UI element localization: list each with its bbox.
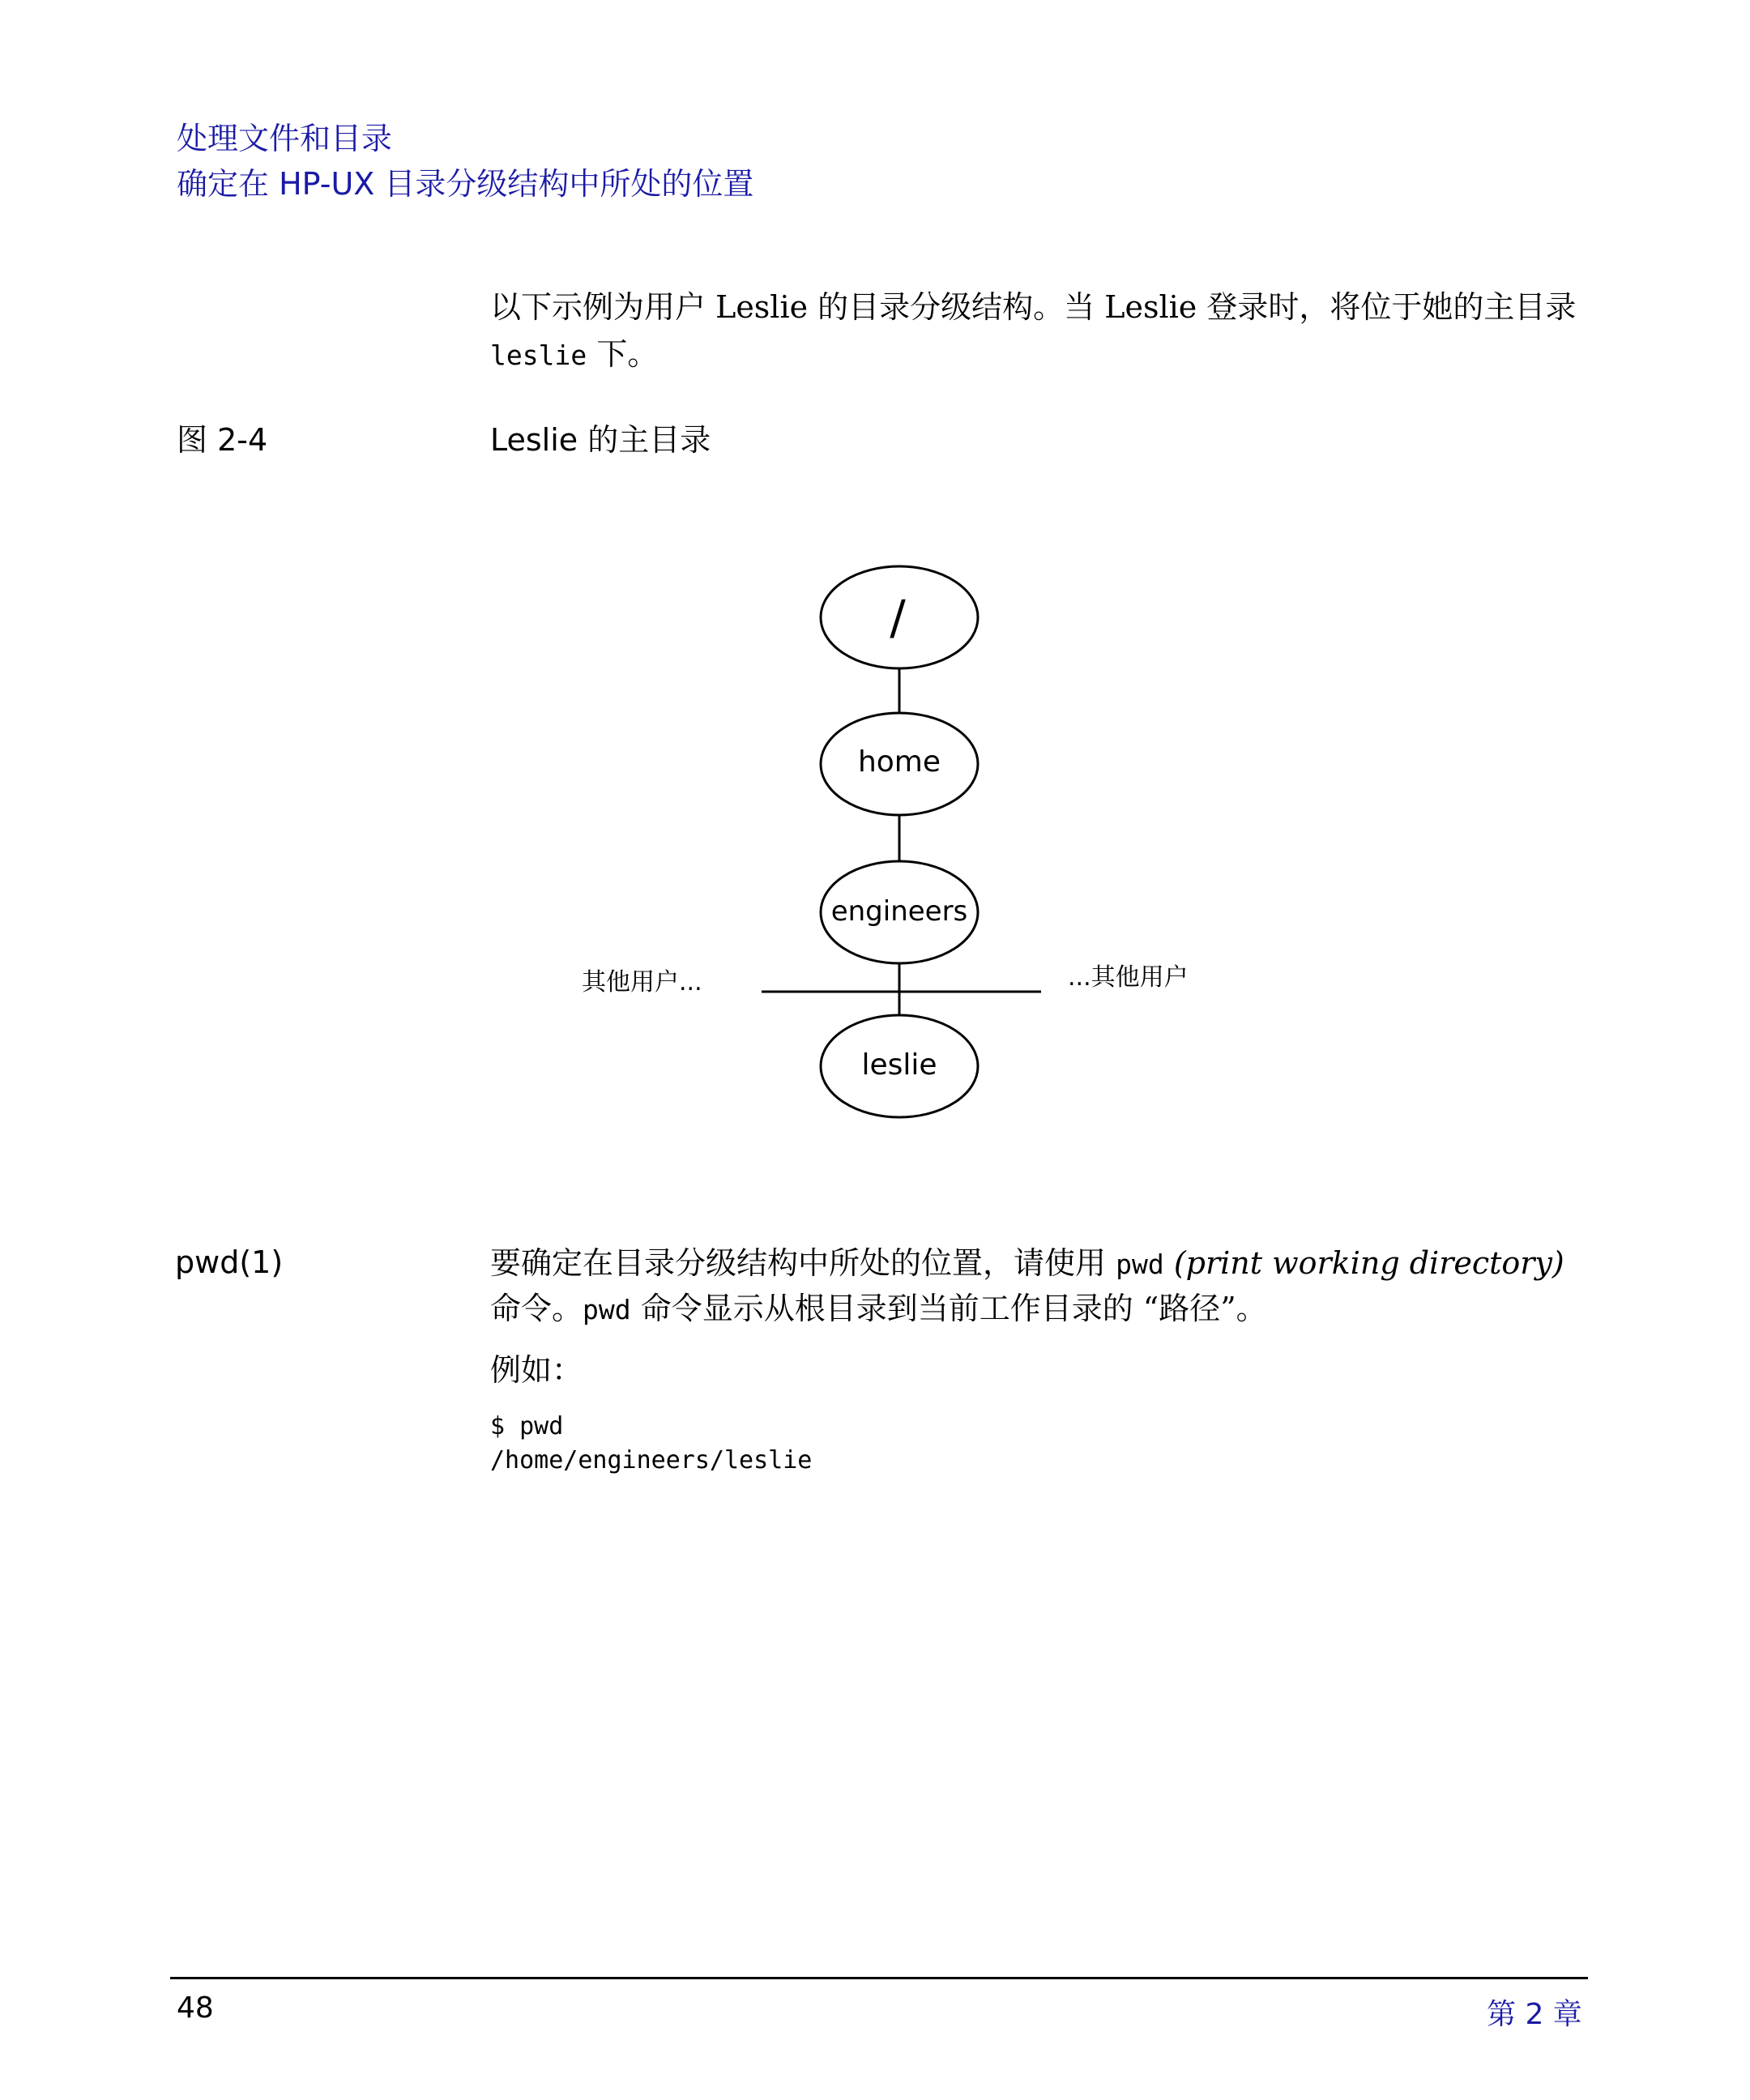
intro-line-1: 以下示例为用户 Leslie 的目录分级结构。当 Leslie 登录时，将位于她的主目录 (490, 289, 1577, 325)
node-root-label: / (890, 590, 906, 645)
pwd-side-label: pwd(1) (175, 1244, 284, 1280)
running-header-subsection: 确定在 HP-UX 目录分级结构中所处的位置 (177, 166, 754, 202)
pwd-line-2-text-a: 命令。 (490, 1291, 583, 1326)
pwd-line-1-code: pwd (1116, 1248, 1164, 1280)
chapter-label: 第 2 章 (1487, 1998, 1582, 2031)
pwd-line-1-text: 要确定在目录分级结构中所处的位置，请使用 (490, 1245, 1107, 1281)
code-line-1: $ pwd (490, 1412, 564, 1441)
code-line-2: /home/engineers/leslie (490, 1446, 813, 1475)
pwd-line-2-code: pwd (583, 1294, 631, 1325)
page-number: 48 (177, 1991, 214, 2025)
pwd-line-1-paren: (print working directory) (1173, 1245, 1564, 1281)
example-label: 例如： (490, 1352, 583, 1388)
pwd-line-2-text-b: 命令显示从根目录到当前工作目录的 “路径”。 (640, 1291, 1267, 1326)
intro-code-leslie: leslie (490, 339, 587, 371)
other-users-left-label: 其他用户... (582, 968, 702, 997)
node-leslie-label: leslie (861, 1048, 937, 1082)
figure-number: 图 2-4 (177, 422, 268, 458)
figure-caption: Leslie 的主目录 (490, 422, 711, 458)
running-header-section: 处理文件和目录 (177, 121, 393, 156)
footer-rule (170, 1977, 1588, 1979)
other-users-right-label: ...其他用户 (1068, 963, 1189, 992)
pwd-line-2 (490, 1285, 1267, 1334)
pwd-line-1 (490, 1240, 1564, 1288)
intro-line-2-text: 下。 (596, 336, 659, 372)
node-engineers-label: engineers (830, 895, 968, 928)
node-home-label: home (857, 745, 941, 779)
